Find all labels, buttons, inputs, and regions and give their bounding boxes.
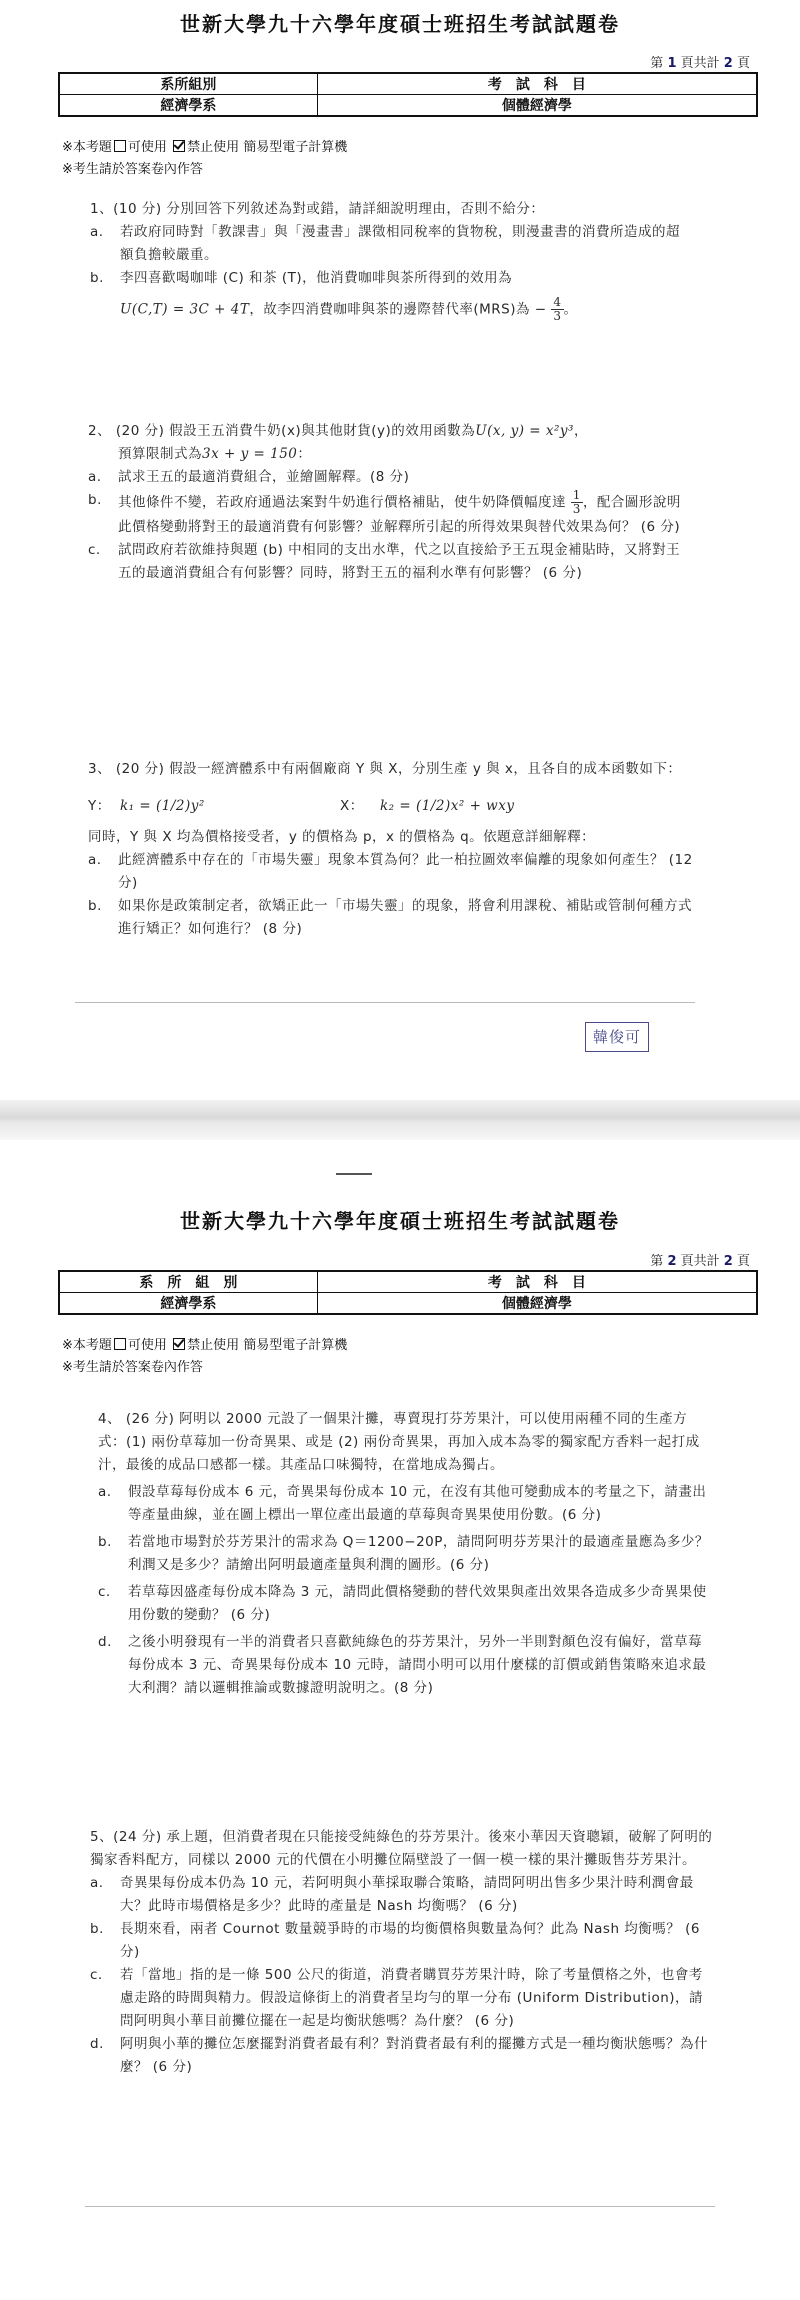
answer-note: ※考生請於答案卷內作答	[62, 1360, 203, 1375]
question-1-b: b. 李四喜歡喝咖啡 (C) 和茶 (T)，他消費咖啡與茶所得到的效用為	[90, 270, 513, 286]
divider	[85, 2206, 715, 2207]
question-3-a: a. 此經濟體系中存在的「市場失靈」現象本質為何？此一柏拉圖效率偏離的現象如何產生？ (12 分)	[88, 852, 693, 891]
exam-page-1	[0, 0, 800, 1100]
question-1-b-formula: U(C,T) = 3C + 4T，故李四消費咖啡與茶的邊際替代率(MRS)為 − $\frac{4}{3}$ 。	[120, 295, 578, 323]
checkbox-allowed	[114, 140, 126, 152]
page-number: 第 1 頁共計 2 頁	[650, 56, 750, 71]
question-3-cost-functions: Y： k₁ = (1/2)y² X： k₂ = (1/2)x² + wxy	[88, 798, 515, 814]
exam-page-2	[0, 1140, 800, 2300]
fraction: $\frac{1}{3}$	[572, 488, 581, 516]
question-5-a: a. 奇異果每份成本仍為 10 元，若阿明與小華採取聯合策略，請問阿明出售多少果汁時利潤會最大？此時市場價格是多少？此時的產量是 Nash 均衡嗎？ (6 分)	[90, 1875, 694, 1914]
question-1-head: 1、(10 分) 分別回答下列敘述為對或錯，請詳細說明理由，否則不給分：	[90, 201, 545, 217]
question-2-a: a. 試求王五的最適消費組合，並繪圖解釋。(8 分)	[88, 469, 410, 485]
subject-value: 個體經濟學	[317, 1293, 757, 1315]
question-3-line2: 同時，Y 與 X 均為價格接受者，y 的價格為 p，x 的價格為 q。依題意詳細解釋：	[88, 829, 596, 845]
scan-mark	[336, 1173, 372, 1175]
calculator-note: ※本考題 可使用 禁止使用 簡易型電子計算機	[62, 140, 348, 155]
exam-header-table	[58, 1270, 758, 1315]
page-gap	[0, 1100, 800, 1140]
question-4	[98, 1408, 713, 1700]
question-2-budget: 預算限制式為3x + y = 150：	[118, 446, 312, 462]
page-number: 第 2 頁共計 2 頁	[650, 1254, 750, 1269]
subject-label: 考 試 科 目	[317, 73, 757, 95]
dept-label: 系 所 組 別	[59, 1271, 317, 1293]
exam-header-table	[58, 72, 758, 117]
question-5-b: b. 長期來看，兩者 Cournot 數量競爭時的市場的均衡價格與數量為何？此為 Nash 均衡嗎？ (6 分)	[90, 1921, 700, 1960]
question-4-b: b. 若當地市場對於芬芳果汁的需求為 Q＝1200−20P，請問阿明芬芳果汁的最適產量應為多少？利潤又是多少？請繪出阿明最適產量與利潤的圖形。(6 分)	[98, 1534, 709, 1573]
question-3-head: 3、 (20 分) 假設一經濟體系中有兩個廠商 Y 與 X，分別生產 y 與 x，且各自的成本函數如下：	[88, 761, 682, 777]
subject-value: 個體經濟學	[317, 95, 757, 117]
question-3	[88, 758, 693, 941]
question-5	[90, 1826, 715, 2079]
question-5-c: c. 若「當地」指的是一條 500 公尺的街道，消費者購買芬芳果汁時，除了考量價格之外，也會考慮走路的時間與精力。假設這條街上的消費者呈均勻的單一分布 (Uniform Distribution)，請問阿明與小華目前攤位擺在一起是均衡狀態嗎？為什麼？ (6 分)	[90, 1967, 704, 2029]
question-2-c: c. 試問政府若欲維持與題 (b) 中相同的支出水準，代之以直接給予王五現金補貼時，又將對王五的最適消費組合有何影響？同時，將對王五的福利水準有何影響？ (6 分)	[88, 542, 681, 581]
dept-label: 系所組別	[59, 73, 317, 95]
question-1	[90, 198, 690, 323]
question-2	[88, 420, 693, 585]
calculator-note: ※本考題 可使用 禁止使用 簡易型電子計算機	[62, 1338, 348, 1353]
checkbox-forbidden-checked	[173, 1338, 185, 1350]
answer-note: ※考生請於答案卷內作答	[62, 162, 203, 177]
signature-stamp: 韓俊可	[585, 1022, 649, 1052]
question-1-a: a. 若政府同時對「教課書」與「漫畫書」課徵相同稅率的貨物稅，則漫畫書的消費所造成的超額負擔較嚴重。	[90, 224, 680, 263]
question-4-head: 4、 (26 分) 阿明以 2000 元設了一個果汁攤，專賣現打芬芳果汁，可以使用兩種不同的生產方式：(1) 兩份草莓加一份奇異果、或是 (2) 兩份奇異果，再加入成本為零的獨家配方香料一起打成汁，最後的成品口感都一樣。其產品口味獨特，在當地成為獨占。	[98, 1411, 700, 1473]
dept-value: 經濟學系	[59, 1293, 317, 1315]
subject-label: 考 試 科 目	[317, 1271, 757, 1293]
question-5-head: 5、(24 分) 承上題，但消費者現在只能接受純綠色的芬芳果汁。後來小華因天資聰穎，破解了阿明的獨家香料配方，同樣以 2000 元的代價在小明攤位隔壁設了一個一模一樣的果汁攤販售芬芳果汁。	[90, 1829, 713, 1868]
question-2-b: b. 其他條件不變，若政府通過法案對牛奶進行價格補貼，使牛奶降價幅度達 $\frac{1}{3}$ ，配合圖形說明此價格變動將對王的最適消費有何影響？並解釋所引起的所得效果與替代效果為何？ (6 分)	[88, 488, 681, 535]
question-3-b: b. 如果你是政策制定者，欲矯正此一「市場失靈」的現象，將會利用課稅、補貼或管制何種方式進行矯正？如何進行？ (8 分)	[88, 898, 692, 937]
page-title: 世新大學九十六學年度碩士班招生考試試題卷	[180, 1209, 620, 1233]
question-5-d: d. 阿明與小華的攤位怎麼擺對消費者最有利？對消費者最有利的擺攤方式是一種均衡狀態嗎？為什麼？ (6 分)	[90, 2036, 708, 2075]
question-4-d: d. 之後小明發現有一半的消費者只喜歡純綠色的芬芳果汁，另外一半則對顏色沒有偏好，當草莓每份成本 3 元、奇異果每份成本 10 元時，請問小明可以用什麼樣的訂價或銷售策略來追求最大利潤？請以邏輯推論或數據證明說明之。(8 分)	[98, 1634, 707, 1696]
checkbox-forbidden-checked	[173, 140, 185, 152]
question-4-a: a. 假設草莓每份成本 6 元，奇異果每份成本 10 元，在沒有其他可變動成本的考量之下，請畫出等產量曲線，並在圖上標出一單位產出最適的草莓與奇異果使用份數。(6 分)	[98, 1484, 707, 1523]
question-2-head: 2、 (20 分) 假設王五消費牛奶(x)與其他財貨(y)的效用函數為U(x, y) = x²y³，	[88, 423, 588, 439]
divider	[75, 1002, 695, 1003]
fraction: $\frac{4}{3}$	[553, 295, 562, 323]
question-4-c: c. 若草莓因盛產每份成本降為 3 元，請問此價格變動的替代效果與產出效果各造成多少奇異果使用份數的變動？ (6 分)	[98, 1584, 707, 1623]
page-title: 世新大學九十六學年度碩士班招生考試試題卷	[180, 12, 620, 36]
checkbox-allowed	[114, 1338, 126, 1350]
dept-value: 經濟學系	[59, 95, 317, 117]
